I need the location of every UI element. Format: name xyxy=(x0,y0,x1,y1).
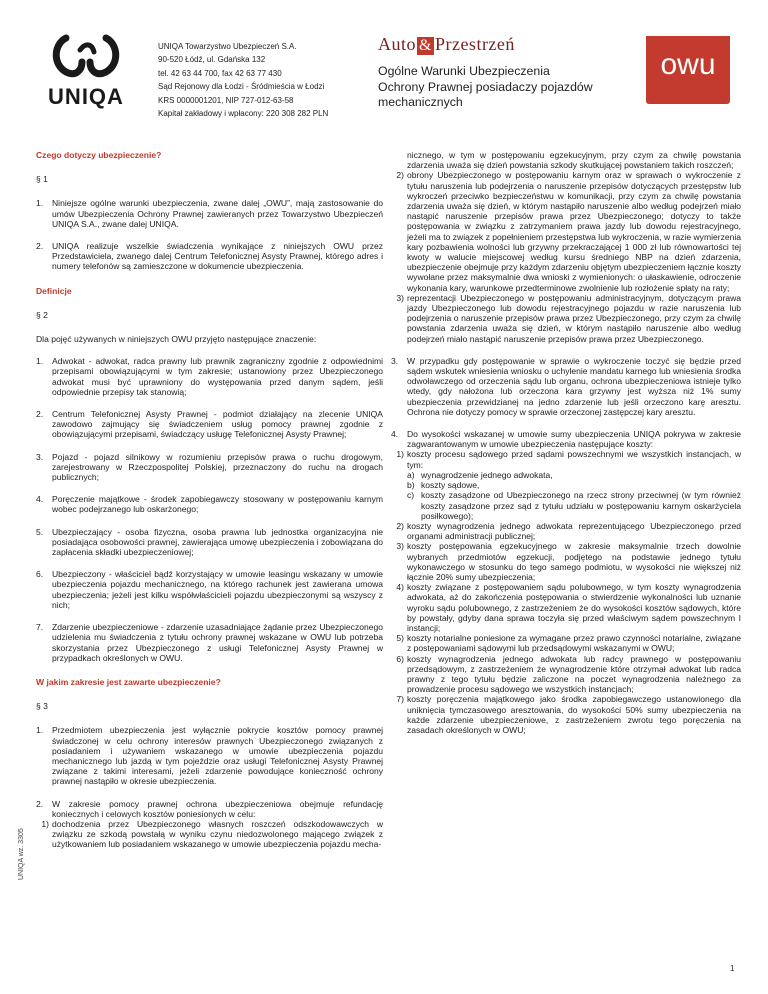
brand-right: Przestrzeń xyxy=(434,34,515,54)
definition: 6. Ubezpieczony - właściciel bądź korzystający w umowie leasingu wskazany w umowie ubezpieczenia pojazdu mechanicznego, na którego rachunek jest zawierana umowa ubezpieczenia; jeżeli jest kilku współwłaścicieli pojazdu ubezpieczonymi są wszyscy z nich; xyxy=(36,569,383,610)
svg-text:UNIQA: UNIQA xyxy=(48,84,124,109)
form-code: UNIQA wz. 3305 xyxy=(18,828,25,880)
brand-ampersand: & xyxy=(419,37,432,54)
owu-badge xyxy=(646,36,730,104)
title-line: Ochrony Prawnej posiadaczy pojazdów xyxy=(378,79,593,94)
company-line: 90-520 Łódź, ul. Gdańska 132 xyxy=(158,55,266,65)
cost-item: 3) koszty postępowania egzekucyjnego w zakresie maksymalnie trzech dowolnie wybranych przedmiotów egzekucji, podjętego na podstawie jednego tytułu wykonawczego w stosunku do tego samego podmiotu, w wysokości nie większej niż łącznie 20% sumy ubezpieczenia; xyxy=(396,541,741,582)
document-title xyxy=(378,64,593,111)
cost-subitem: b) koszty sądowe, xyxy=(407,480,480,491)
left-column xyxy=(36,150,383,850)
company-line: KRS 0000001201, NIP 727-012-63-58 xyxy=(158,95,294,105)
clause: 3. W przypadku gdy postępowanie w sprawie o wykroczenie toczyć się będzie przed sądem wskutek wniesienia wniosku o uchylenie mandatu karnego lub wniesienia środka odwoławczego od orzeczenia sądu lub organu, ochrona ubezpieczeniowa istnieje tylko wtedy, gdy nałożona lub orzeczona kara grzywny jest wyższa niż 1% sumy ubezpieczenia przewidzianej na jedno zdarzenie lub jeśli orzeczono karę aresztu. Ochrona nie dotyczy pomocy w sprawie orzeczonej zastępczej kary aresztu. xyxy=(391,355,741,417)
company-line: Kapitał zakładowy i wpłacony: 220 308 282 PLN xyxy=(158,109,329,119)
paragraph-number: § 3 xyxy=(36,701,48,712)
clause: 2. UNIQA realizuje wszelkie świadczenia wynikające z niniejszych OWU przez Przedstawiciela, zwanego dalej Centrum Telefonicznej Asysty Prawnej, którego adres i numery telefonów są zamieszczone w dokumencie ubezpieczenia. xyxy=(36,241,383,272)
clause: 1. Przedmiotem ubezpieczenia jest wyłącznie pokrycie kosztów pomocy prawnej świadczonej w celu ochrony interesów prawnych Ubezpieczonego związanych z posiadaniem i używaniem wskazanego w umowie ubezpieczenia pojazdu mechanicznego lub jazdą w tym pojeździe oraz usługi Telefonicznej Asysty Prawnej związane z takimi interesami, jeżeli zdarzenie powodujące konieczność ochrony prawnej nastąpiło w okresie ubezpieczenia. xyxy=(36,725,383,787)
right-column xyxy=(391,150,741,735)
intro-text: Dla pojęć używanych w niniejszych OWU przyjęto następujące znaczenie: xyxy=(36,334,317,345)
cost-item: 6) koszty wynagrodzenia jednego adwokata lub radcy prawnego w postępowaniu przedsądowym, z zastrzeżeniem że wynagrodzenie które otrzymał adwokat lub radca prawny z tego tytułu będzie zaliczone na poczet wynagrodzenia należnego za prowadzenie procesu sądowego we wszystkich instancjach; xyxy=(396,653,741,695)
company-line: Sąd Rejonowy dla Łodzi - Śródmieścia w Łodzi xyxy=(158,82,325,92)
uniqa-logo xyxy=(36,30,136,110)
paragraph-number: § 1 xyxy=(36,174,48,185)
definition: 2. Centrum Telefonicznej Asysty Prawnej - podmiot działający na zlecenie UNIQA zawodowo zajmujący się świadczeniem usług pomocy prawnej zgodnie z obowiązującymi przepisami, świadczący usługę Telefonicznej Asysty Prawnej; xyxy=(36,409,383,440)
brand-left: Auto xyxy=(378,34,416,54)
cost-item: 1) koszty procesu sądowego przed sądami powszechnymi we wszystkich instancjach, w tym: xyxy=(396,449,741,470)
paragraph-number: § 2 xyxy=(36,309,48,320)
cost-item: 4) koszty związane z postępowaniem sądu polubownego, w tym koszty wynagrodzenia adwokata, aż do zakończenia postępowania o stwierdzenie wykonalności lub uznanie wyroku sądu polubownego, z zastrzeżeniem że do wysokości kosztów sądowych, które by powstały, gdyby dana sprawa toczyła się przed właściwym sądem powszechnym I instancji; xyxy=(396,582,741,633)
cost-item: 2) koszty wynagrodzenia jednego adwokata reprezentującego Ubezpieczonego przed organami administracji publicznej; xyxy=(396,520,741,542)
cost-item: 7) koszty poręczenia majątkowego jako środka zapobiegawczego ustanowionego dla uniknięcia tymczasowego aresztowania, do wysokości 50% sumy ubezpieczenia na każde zdarzenie ubezpieczeniowe, z zastrzeżeniem zwrotu tego poręczenia na zasadach określonych w OWU; xyxy=(396,694,741,735)
badge-text: owu xyxy=(660,48,716,81)
product-brand xyxy=(378,34,515,55)
sub-clause: 3) reprezentacji Ubezpieczonego w postępowaniu administracyjnym, dotyczącym prawa jazdy Ubezpieczonego lub dowodu rejestracyjnego pojazdu w razie naruszenia lub podejrzenia o naruszenie przepisów prawa przez Ubezpieczonego, przy czym za chwilę powstania zdarzenia uważa się dzień, w którym nastąpiło naruszenie albo według podejrzeń miało nastąpić naruszenie przepisów prawa przez Ubezpieczonego. xyxy=(396,292,741,344)
definition: 4. Poręczenie majątkowe - środek zapobiegawczy stosowany w postępowaniu karnym wobec podejrzanego lub oskarżonego; xyxy=(36,494,383,515)
title-line: Ogólne Warunki Ubezpieczenia xyxy=(378,64,550,78)
company-line: UNIQA Towarzystwo Ubezpieczeń S.A. xyxy=(158,42,297,51)
section-heading: Czego dotyczy ubezpieczenie? xyxy=(36,150,162,160)
company-info xyxy=(158,40,328,120)
cost-subitem: c) koszty zasądzone od Ubezpieczonego na rzecz strony przeciwnej (w tym również koszty zasądzone przez sąd z tytułu udziału w postępowaniu karnym oskarżyciela posiłkowego); xyxy=(407,490,741,521)
definition: 1. Adwokat - adwokat, radca prawny lub prawnik zagraniczny zgodnie z odpowiednimi przepisami obowiązującymi w tym zakresie; ustanowiony przez Ubezpieczonego adwokat musi być uprawniony do występowania przed danym sądem, jeśli odpowiednie przepisy tak stanowią; xyxy=(36,356,383,397)
cost-subitem: a) wynagrodzenie jednego adwokata, xyxy=(407,469,553,480)
sub-clause: 1) dochodzenia przez Ubezpieczonego własnych roszczeń odszkodowawczych w związku ze szkodą powstałą w wyniku czynu niedozwolonego mającego związek z użytkowaniem lub posiadaniem wskazanego w umowie ubezpieczenia pojazdu mecha- xyxy=(41,818,383,850)
page-number: 1 xyxy=(730,964,735,973)
definition: 3. Pojazd - pojazd silnikowy w rozumieniu przepisów prawa o ruchu drogowym, zarejestrowany w Rzeczpospolitej Polskiej, przeznaczony do ruchu na drogach publicznych; xyxy=(36,451,383,483)
sub-clause-continued: nicznego, w tym w postępowaniu egzekucyjnym, przy czym za chwilę powstania zdarzenia uważa się dzień powstania szkody skutkującej powstaniem takich roszczeń; xyxy=(407,150,741,171)
cost-item: 5) koszty notarialne poniesione za wymagane przez prawo czynności notarialne, związane z postępowaniami sądowymi lub przedsądowymi wskazanymi w OWU; xyxy=(396,633,741,654)
title-line: mechanicznych xyxy=(378,95,463,109)
definition: 7. Zdarzenie ubezpieczeniowe - zdarzenie uzasadniające żądanie przez Ubezpieczonego udzielenia mu świadczenia z tytułu ochrony prawnej wskazane w OWU lub potrzeba skorzystania przez Ubezpieczonego z usługi Telefonicznej Asysty Prawnej w przypadkach określonych w OWU. xyxy=(36,622,383,663)
sub-clause: 2) obrony Ubezpieczonego w postępowaniu karnym oraz w sprawach o wykroczenie z tytułu naruszenia lub podejrzenia o naruszenie przepisów dotyczących przestępstw lub wykroczeń przeciwko bezpieczeństwu w komunikacji, przy czym za chwilę powstania zdarzenia uważa się dzień, w którym nastąpiło naruszenie albo według podejrzeń miało nastąpić naruszenie przepisów prawa przez Ubezpieczonego; dotyczy to także postępowania w związku z zatrzymaniem prawa jazdy lub dowodu rejestracyjnego, jeżeli ma to związek z popełnieniem przestępstwa lub wykroczenia, w razie wymierzenia kary pozbawienia wolności lub grzywny przekraczającej 1 000 zł lub równowartości tej kwoty w walucie miejscowej według kursu średniego NBP na dzień zdarzenia, ubezpieczenie obejmuje przy każdym zdarzeniu objętym ubezpieczeniem łącznie koszty wywołane przez maksymalnie dwa wnioski z wymienionych: o ułaskawienie, odroczenie wykonania kary, warunkowe przedterminowe zwolnienie lub rozłożenie spłaty na raty; xyxy=(396,170,741,293)
clause: 4. Do wysokości wskazanej w umowie sumy ubezpieczenia UNIQA pokrywa w zakresie zagwarantowanym w umowie ubezpieczenia następujące koszty: xyxy=(391,429,741,450)
clause: 1. Niniejsze ogólne warunki ubezpieczenia, zwane dalej „OWU”, mają zastosowanie do umów Ubezpieczenia Ochrony Prawnej zawieranych przez Towarzystwo Ubezpieczeń UNIQA S.A., zwane dalej UNIQA. xyxy=(36,198,383,229)
section-heading: Definicje xyxy=(36,285,72,296)
definition: 5. Ubezpieczający - osoba fizyczna, osoba prawna lub jednostka organizacyjna nie posiadająca osobowości prawnej, zawierająca umowę ubezpieczenia i zobowiązana do zapłacenia składki ubezpieczeniowej; xyxy=(36,526,383,558)
company-line: tel. 42 63 44 700, fax 42 63 77 430 xyxy=(158,68,282,78)
section-heading: W jakim zakresie jest zawarte ubezpieczenie? xyxy=(36,676,221,687)
clause: 2. W zakresie pomocy prawnej ochrona ubezpieczeniowa obejmuje refundację koniecznych i celowych kosztów poniesionych w celu: xyxy=(36,798,383,819)
